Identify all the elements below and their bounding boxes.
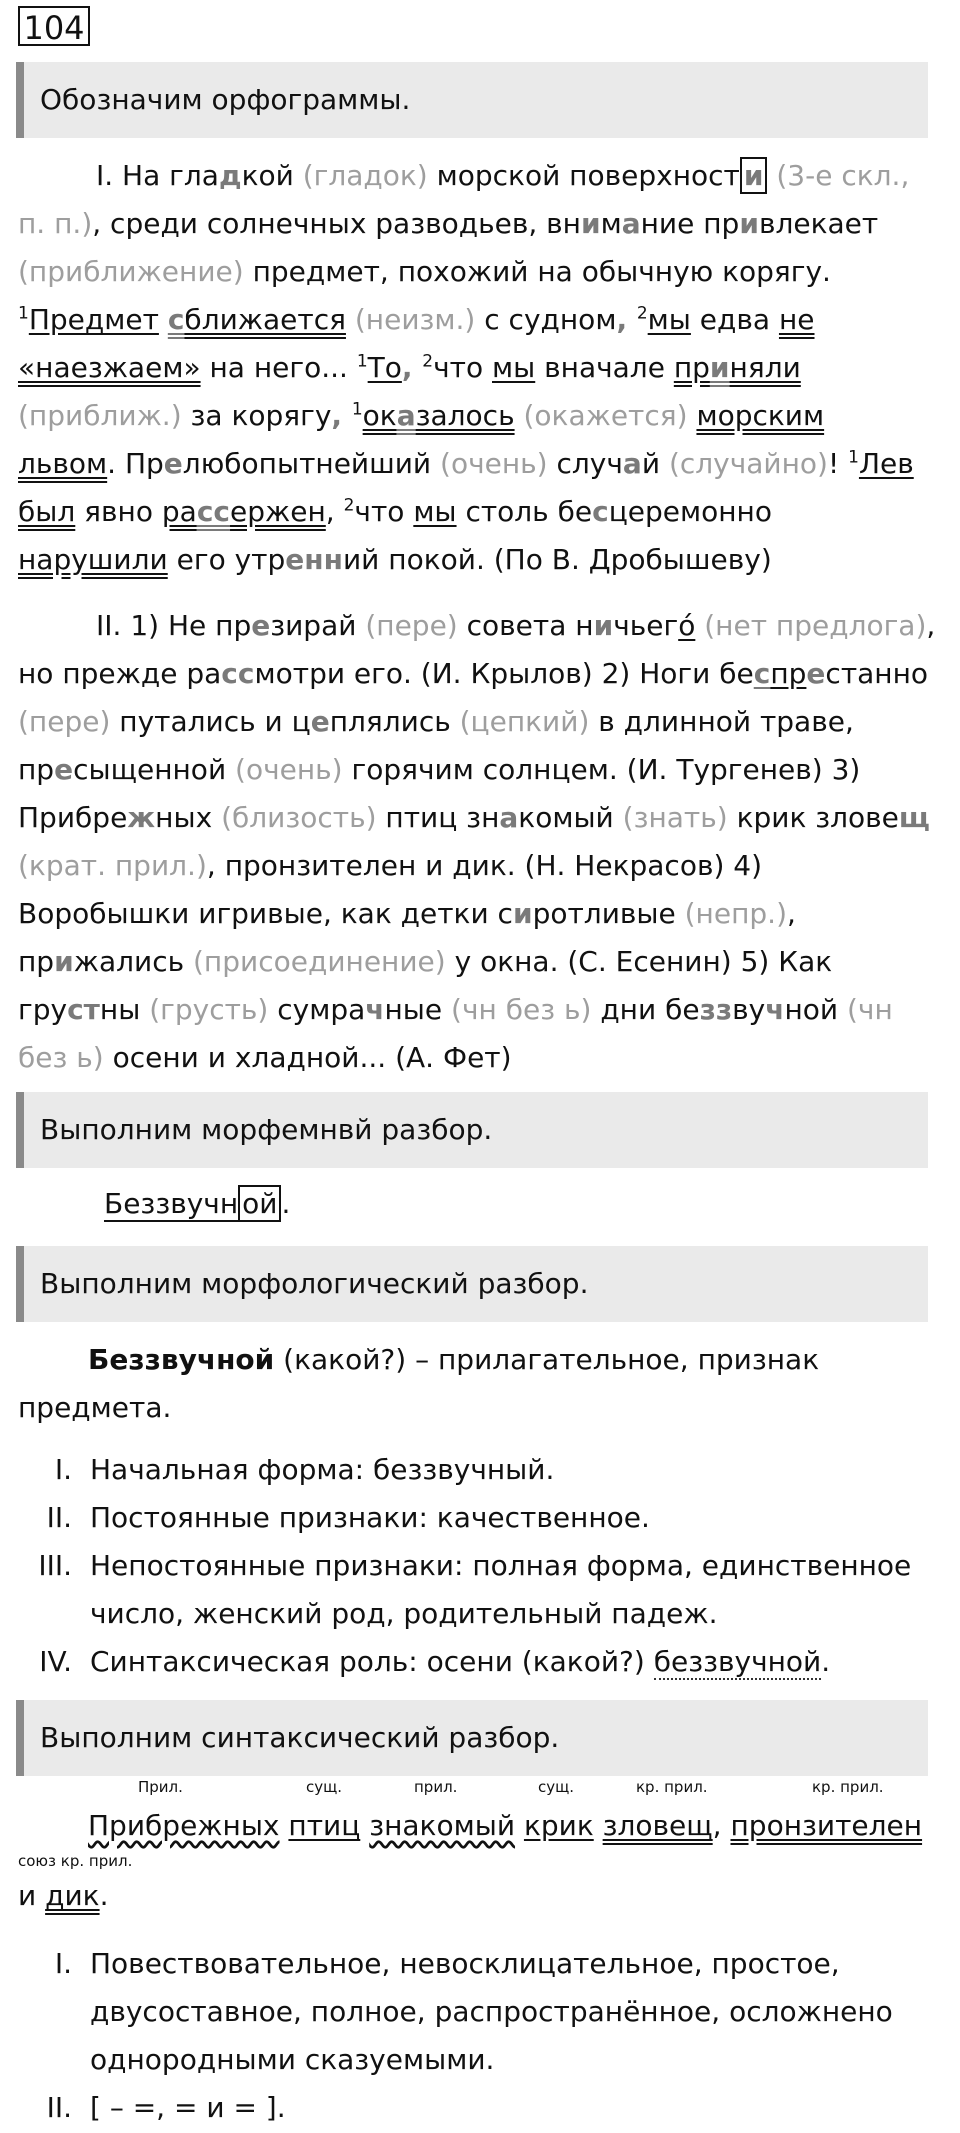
text1-line-9: нарушили его утренний покой. (По В. Дробышеву)	[18, 543, 772, 576]
text1-line-2: п. п.), среди солнечных разводьев, внимание привлекает	[18, 207, 879, 240]
text1-line-6: (приближ.) за корягу, $^1$оказалось (окажется) морским	[18, 399, 825, 432]
text1-line-7: львом. Прелюбопытнейший (очень) случай (случайно)! $^1$Лев	[18, 447, 914, 480]
syntax-sentence-line-2: и дик.	[18, 1879, 109, 1912]
pos-label: Прил.	[138, 1778, 183, 1796]
list-item: IV. Синтаксическая роль: осени (какой?) беззвучной.	[39, 1645, 831, 1678]
task-number: 104	[18, 6, 90, 46]
text1-line-3: (приближение) предмет, похожий на обычную корягу.	[18, 255, 831, 288]
pos-label: кр. прил.	[636, 1778, 708, 1796]
list-item: I. Начальная форма: беззвучный.	[54, 1453, 555, 1486]
text2-line-9: грустны (грусть) сумрачные (чн без ь) дни беззвучной (чн	[18, 993, 893, 1026]
section-header-orthograms: Обозначим орфограммы.	[16, 62, 928, 138]
morpheme-parse-word: Беззвучн ой .	[104, 1187, 291, 1220]
text1-line-1: I. На гладкой (гладок) морской поверхност и (3-е скл.,	[96, 159, 910, 192]
list-item: II. [ – =, = и = ].	[46, 2091, 286, 2124]
text2-line-6: (крат. прил.), пронзителен и дик. (Н. Некрасов) 4)	[18, 849, 763, 882]
morpho-list	[18, 1446, 938, 1686]
text2-line-5: Прибрежных (близость) птиц знакомый (знать) крик зловещ	[18, 801, 930, 834]
text-part-2	[18, 602, 938, 1082]
pos-label: прил.	[414, 1778, 458, 1796]
list-item: III. Непостоянные признаки: полная форма, единственное число, женский род, родительный падеж.	[38, 1549, 912, 1630]
morpho-intro: Беззвучной (какой?) – прилагательное, признак предмета.	[18, 1343, 820, 1424]
text2-line-2: но прежде рассмотри его. (И. Крылов) 2) Ноги беспрестанно	[18, 657, 929, 690]
text1-line-5: «наезжаем» на него... $^1$То, $^2$что мы вначале приняли	[18, 351, 801, 384]
text2-line-7: Воробышки игривые, как детки сиротливые (непр.),	[18, 897, 796, 930]
syntax-list	[18, 1940, 938, 2132]
pos-label: союз кр. прил.	[18, 1852, 133, 1870]
section-header-morpheme: Выполним морфемнвй разбор.	[16, 1092, 928, 1168]
text2-line-4: пресыщенной (очень) горячим солнцем. (И. Тургенев) 3)	[18, 753, 861, 786]
list-item: II. Постоянные признаки: качественное.	[46, 1501, 650, 1534]
text1-line-8: был явно рассержен, $^2$что мы столь бесцеремонно	[18, 495, 772, 528]
section-header-morphological: Выполним морфологический разбор.	[16, 1246, 928, 1322]
text2-line-8: прижались (присоединение) у окна. (С. Есенин) 5) Как	[18, 945, 833, 978]
text2-line-1: II. 1) Не презирай (пере) совета ничьего́ (нет предлога),	[96, 609, 936, 642]
morpheme-stem: Беззвучн	[104, 1187, 239, 1220]
text-part-1	[18, 152, 938, 584]
morpheme-ending: ой	[238, 1185, 281, 1222]
text1-line-4: $^1$Предмет сближается (неизм.) с судном, $^2$мы едва не	[18, 303, 815, 336]
syntax-sentence-line-1: Прибрежных птиц знакомый крик зловещ, пронзителен	[88, 1809, 923, 1842]
pos-label: сущ.	[538, 1778, 575, 1796]
pos-label: сущ.	[306, 1778, 343, 1796]
section-header-syntax: Выполним синтаксический разбор.	[16, 1700, 928, 1776]
text2-line-3: (пере) путались и цеплялись (цепкий) в длинной траве,	[18, 705, 854, 738]
text2-line-10: без ь) осени и хладной... (А. Фет)	[18, 1041, 512, 1074]
list-item: I. Повествовательное, невосклицательное, простое, двусоставное, полное, распространённое, осложнено однородными сказуемыми.	[54, 1947, 893, 2076]
pos-label: кр. прил.	[812, 1778, 884, 1796]
